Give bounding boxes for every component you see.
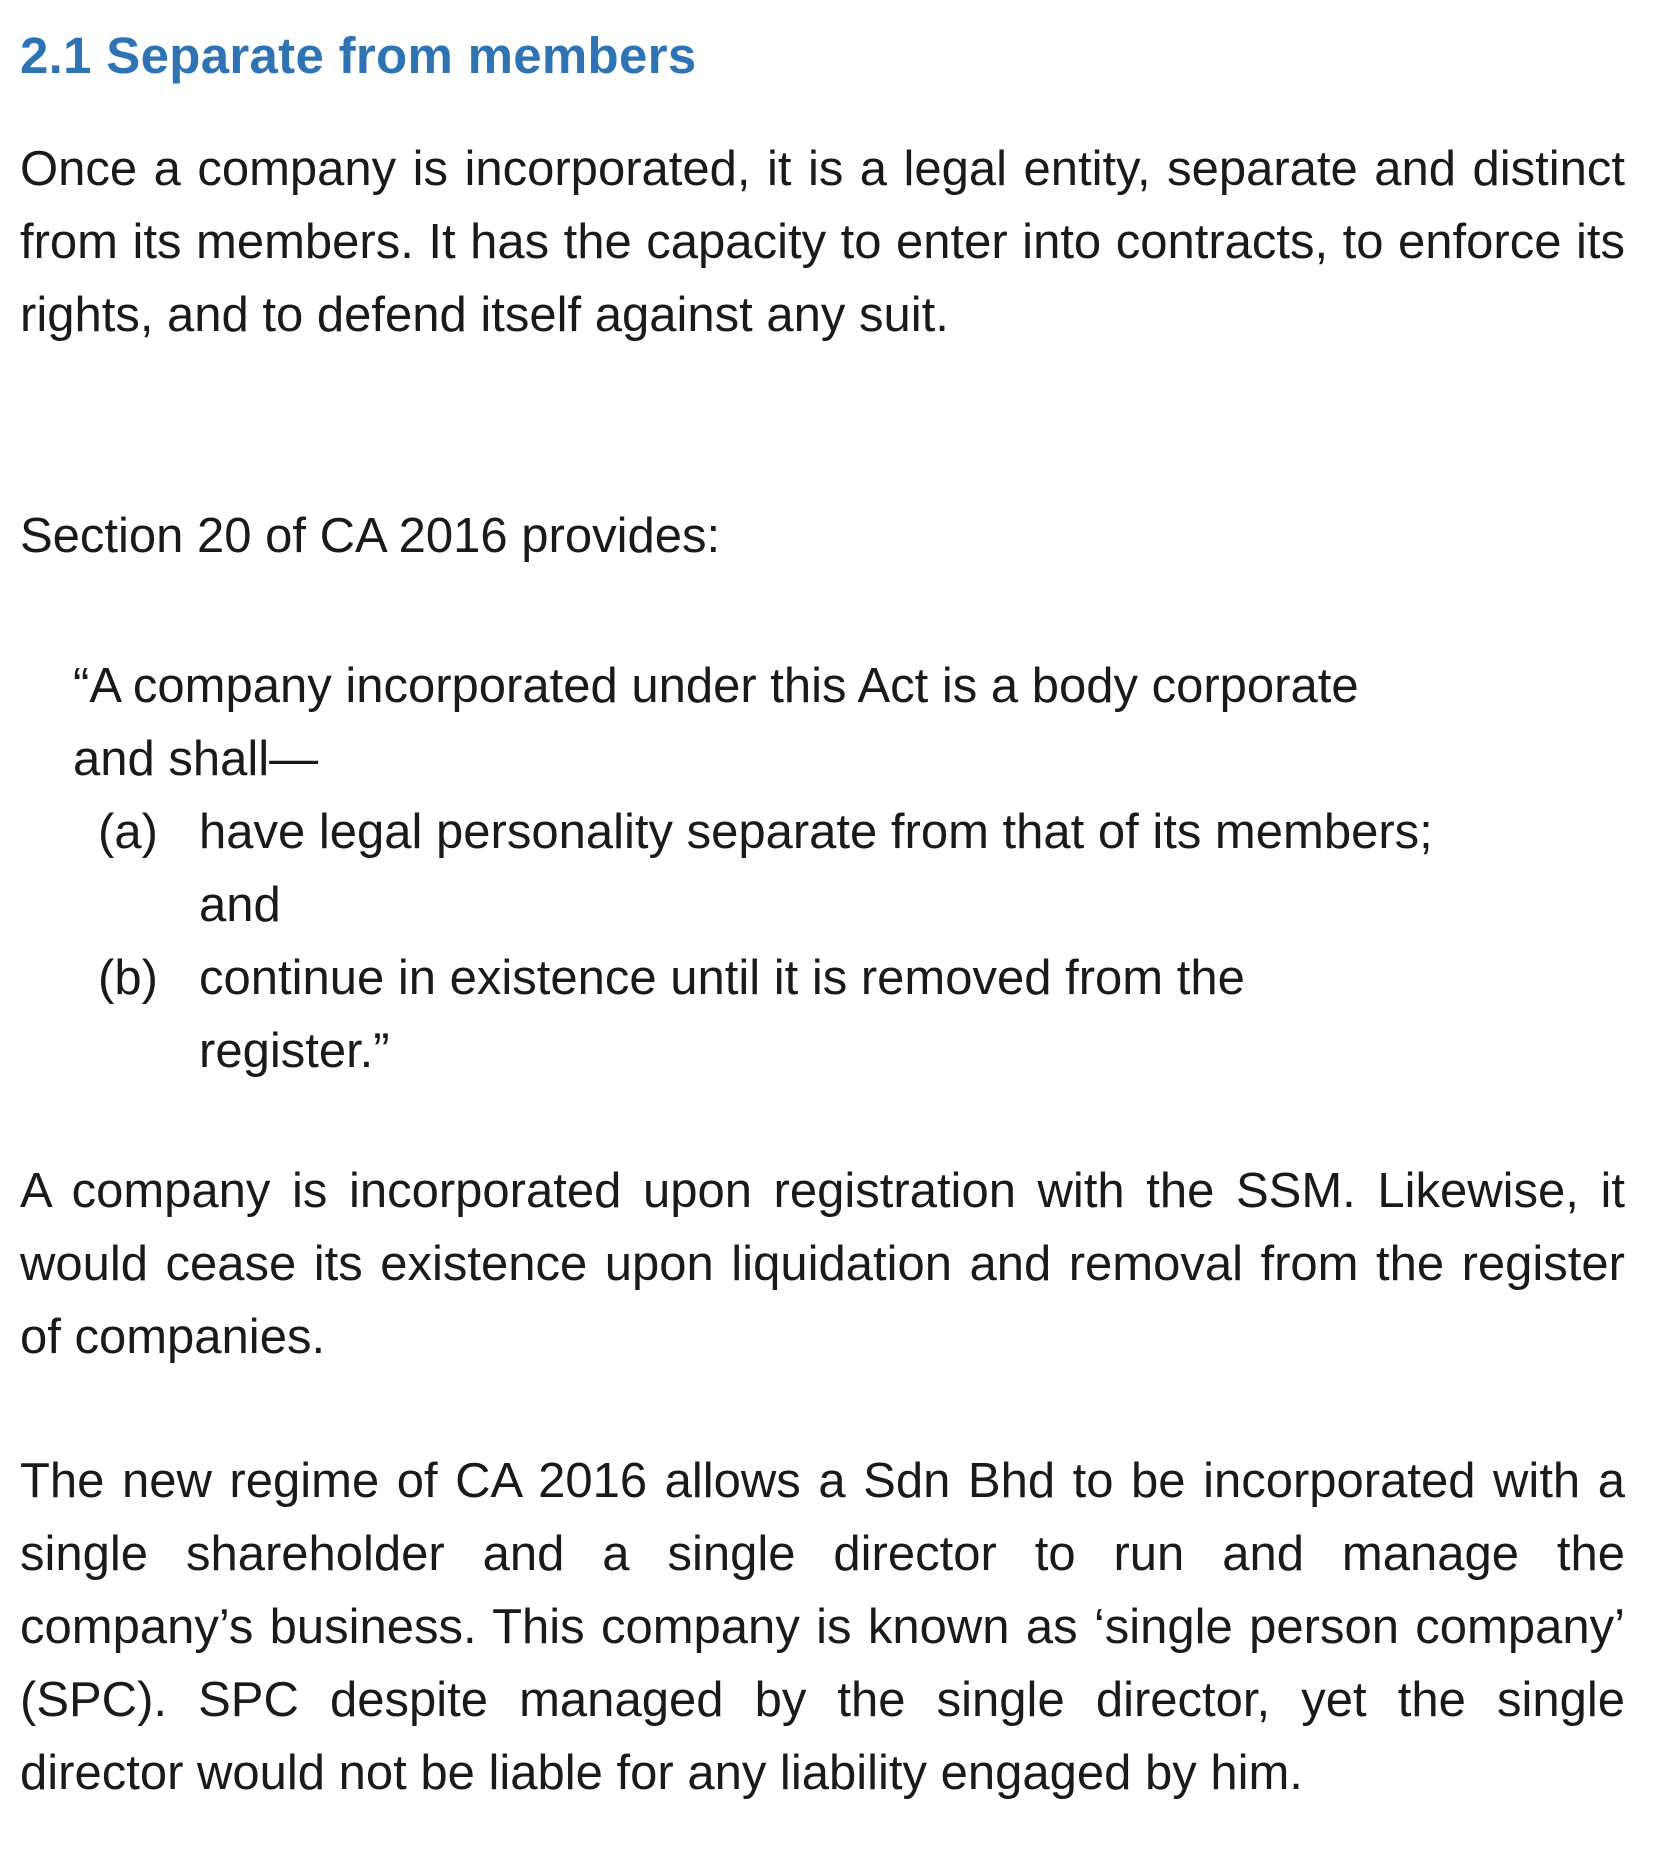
statute-quote: [73, 650, 1433, 1088]
clause-text: have legal personality separate from that of its members; and: [199, 805, 1433, 932]
quote-clause-b: [73, 942, 1433, 1088]
intro-paragraph: Once a company is incorporated, it is a legal entity, separate and distinct from its members. It has the capacity to enter into contracts, to enforce its rights, and to defend itself against any suit.: [20, 142, 1625, 342]
section-reference-paragraph: Section 20 of CA 2016 provides:: [20, 509, 721, 563]
clause-text: continue in existence until it is removed from the register.”: [199, 951, 1245, 1078]
quote-lead: “A company incorporated under this Act is a body corporate and shall—: [73, 659, 1359, 786]
quote-clause-a: [73, 796, 1433, 942]
registration-paragraph: A company is incorporated upon registration with the SSM. Likewise, it would cease its existence upon liquidation and removal from the register of companies.: [20, 1164, 1625, 1364]
spc-paragraph: The new regime of CA 2016 allows a Sdn Bhd to be incorporated with a single shareholder and a single director to run and manage the company’s business. This company is known as ‘single person company’ (SPC). SPC despite managed by the single director, yet the single director would not be liable for any liability engaged by him.: [20, 1454, 1625, 1800]
clause-label: (a): [98, 805, 158, 859]
section-heading: 2.1 Separate from members: [20, 27, 697, 84]
clause-label: (b): [98, 951, 158, 1005]
